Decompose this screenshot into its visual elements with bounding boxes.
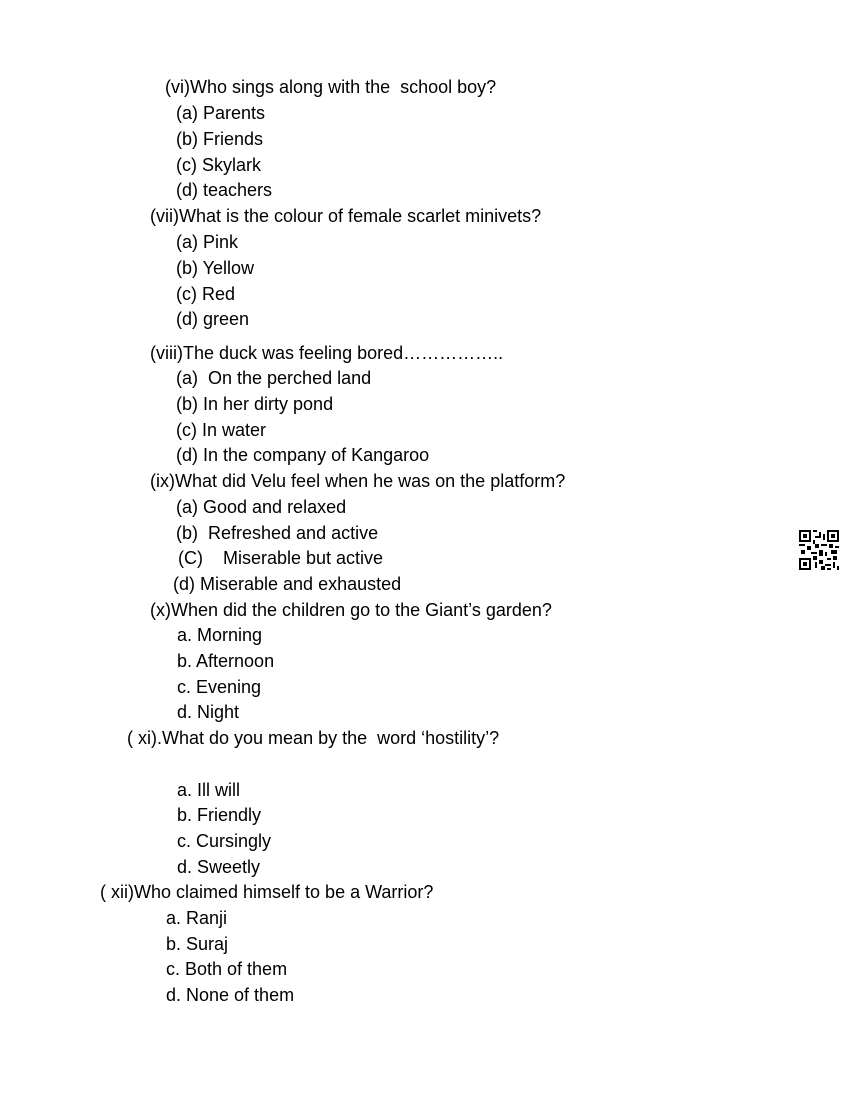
question-text: ( xii)Who claimed himself to be a Warrior?: [100, 882, 434, 902]
option: a. Ill will: [177, 780, 241, 800]
option: b. Friendly: [177, 805, 262, 825]
question-text: (viii)The duck was feeling bored……………..: [150, 343, 504, 363]
option: a. Morning: [177, 625, 263, 645]
option: (d) In the company of Kangaroo: [176, 445, 430, 465]
option: (b) Yellow: [176, 258, 255, 278]
option: a. Ranji: [166, 908, 228, 928]
option: b. Afternoon: [177, 651, 275, 671]
option: (c) In water: [176, 420, 267, 440]
question-text: (vi)Who sings along with the school boy?: [165, 77, 497, 97]
option: (d) teachers: [176, 180, 273, 200]
question-text: ( xi).What do you mean by the word ‘hostility’?: [127, 728, 500, 748]
option: c. Both of them: [166, 959, 288, 979]
qr-code-icon: [799, 530, 839, 575]
question-text: (ix)What did Velu feel when he was on the platform?: [150, 471, 566, 491]
option: d. Sweetly: [177, 857, 261, 877]
option: d. None of them: [166, 985, 295, 1005]
option: (b) Friends: [176, 129, 264, 149]
option: (C) Miserable but active: [178, 548, 384, 568]
option: (c) Skylark: [176, 155, 261, 175]
question-text: (x)When did the children go to the Giant’s garden?: [150, 600, 552, 620]
option: (c) Red: [176, 284, 236, 304]
option: d. Night: [177, 702, 240, 722]
option: (b) Refreshed and active: [176, 523, 379, 543]
option: (a) Good and relaxed: [176, 497, 347, 517]
option: c. Cursingly: [177, 831, 272, 851]
option: (a) Parents: [176, 103, 266, 123]
option: c. Evening: [177, 677, 262, 697]
option: b. Suraj: [166, 934, 229, 954]
option: (b) In her dirty pond: [176, 394, 334, 414]
option: (d) Miserable and exhausted: [173, 574, 402, 594]
question-text: (vii)What is the colour of female scarlet minivets?: [150, 206, 542, 226]
option: (d) green: [176, 309, 250, 329]
option: (a) Pink: [176, 232, 239, 252]
option: (a) On the perched land: [176, 368, 372, 388]
